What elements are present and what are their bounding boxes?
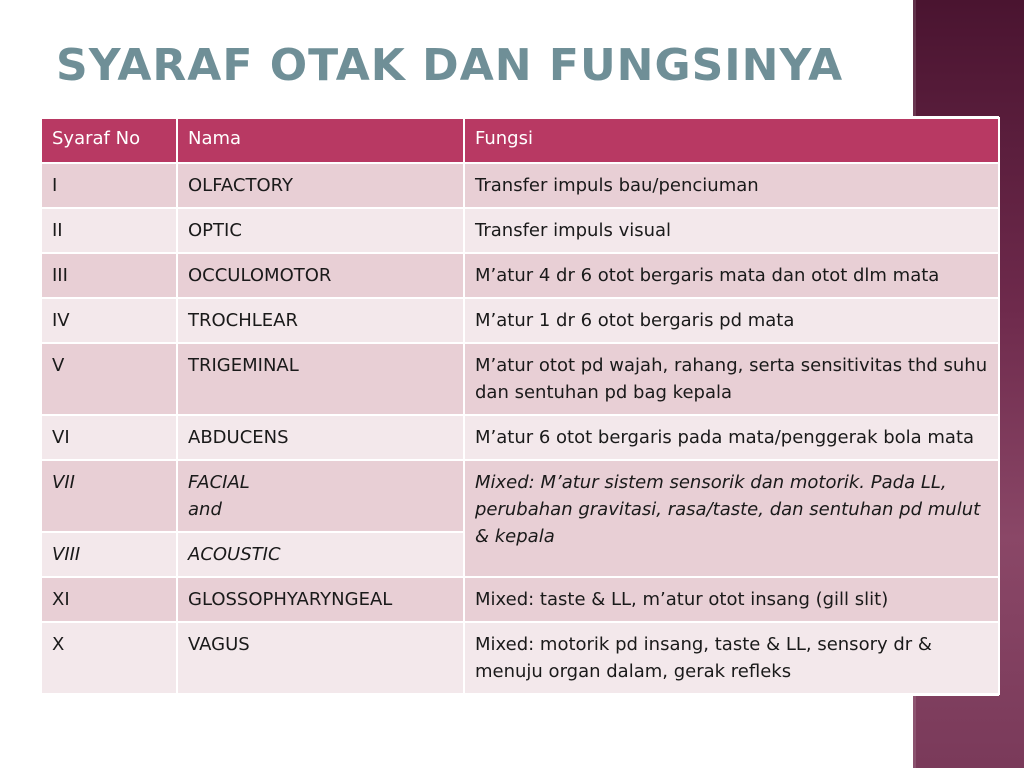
cell-nama: TRIGEMINAL <box>177 343 464 415</box>
cell-fungsi: Mixed: motorik pd insang, taste & LL, sensory dr & menuju organ dalam, gerak refleks <box>464 622 999 694</box>
cell-nama: TROCHLEAR <box>177 298 464 343</box>
table-header-row <box>41 118 999 163</box>
cell-nama-line2: and <box>188 499 222 520</box>
cell-no: II <box>41 208 177 253</box>
page-title: SYARAF OTAK DAN FUNGSINYA <box>56 40 844 91</box>
cell-no: VI <box>41 415 177 460</box>
cell-nama: OCCULOMOTOR <box>177 253 464 298</box>
table-row <box>41 577 999 622</box>
cell-fungsi: Transfer impuls visual <box>464 208 999 253</box>
header-nama: Nama <box>177 118 464 163</box>
header-syaraf-no: Syaraf No <box>41 118 177 163</box>
cell-nama: GLOSSOPHYARYNGEAL <box>177 577 464 622</box>
cell-nama: VAGUS <box>177 622 464 694</box>
cell-nama <box>177 460 464 532</box>
cell-fungsi: M’atur 4 dr 6 otot bergaris mata dan otot dlm mata <box>464 253 999 298</box>
cell-no: IV <box>41 298 177 343</box>
cell-fungsi: Mixed: taste & LL, m’atur otot insang (gill slit) <box>464 577 999 622</box>
cell-no: VIII <box>41 532 177 577</box>
cell-nama: OPTIC <box>177 208 464 253</box>
table-row <box>41 163 999 208</box>
cell-fungsi-merged: Mixed: M’atur sistem sensorik dan motorik. Pada LL, perubahan gravitasi, rasa/taste, dan sentuhan pd mulut & kepala <box>464 460 999 577</box>
table-row <box>41 208 999 253</box>
cell-no: X <box>41 622 177 694</box>
table-row <box>41 622 999 694</box>
cell-fungsi: Transfer impuls bau/penciuman <box>464 163 999 208</box>
cranial-nerves-table <box>40 117 1000 695</box>
header-fungsi: Fungsi <box>464 118 999 163</box>
cell-no: VII <box>41 460 177 532</box>
cell-no: XI <box>41 577 177 622</box>
cell-fungsi: M’atur 6 otot bergaris pada mata/penggerak bola mata <box>464 415 999 460</box>
cell-nama-line1: FACIAL <box>188 472 250 493</box>
cell-nama: ACOUSTIC <box>177 532 464 577</box>
table-row <box>41 415 999 460</box>
cell-no: III <box>41 253 177 298</box>
cell-no: I <box>41 163 177 208</box>
cell-fungsi: M’atur otot pd wajah, rahang, serta sensitivitas thd suhu dan sentuhan pd bag kepala <box>464 343 999 415</box>
table-row <box>41 460 999 532</box>
cell-fungsi: M’atur 1 dr 6 otot bergaris pd mata <box>464 298 999 343</box>
cranial-nerves-table-container <box>40 117 998 695</box>
table-row <box>41 253 999 298</box>
cell-no: V <box>41 343 177 415</box>
table-row <box>41 298 999 343</box>
table-row <box>41 343 999 415</box>
cell-nama: OLFACTORY <box>177 163 464 208</box>
cell-nama: ABDUCENS <box>177 415 464 460</box>
